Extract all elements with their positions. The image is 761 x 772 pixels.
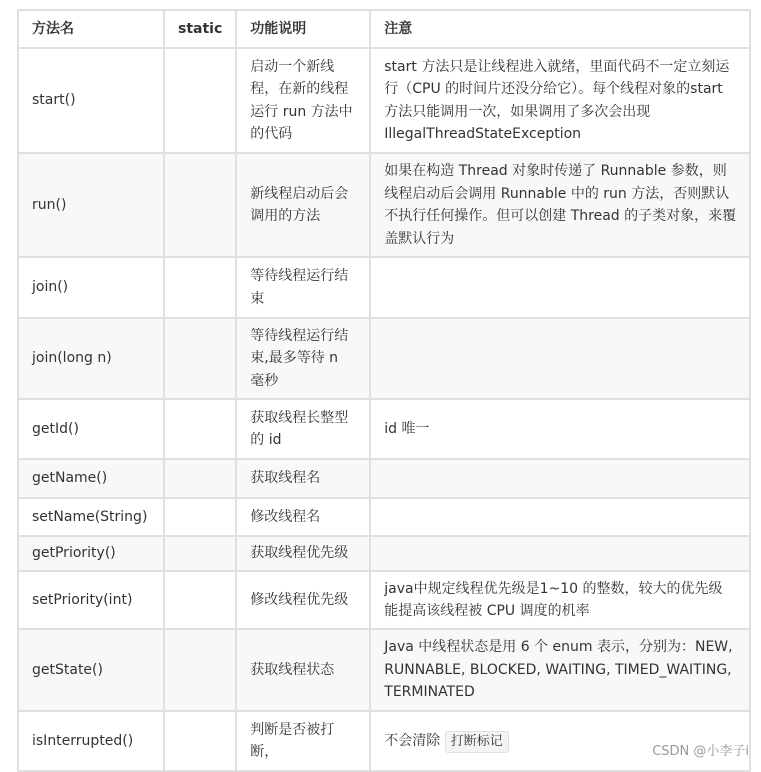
description-cell <box>236 48 370 153</box>
method-cell-text: setName(String) <box>32 508 148 525</box>
note-cell <box>370 459 750 498</box>
method-cell <box>18 48 164 153</box>
description-cell-text: 获取线程名 <box>250 470 321 487</box>
table-row <box>18 498 750 536</box>
description-cell <box>236 629 370 711</box>
description-cell <box>236 399 370 459</box>
table-row <box>18 399 750 459</box>
note-cell <box>370 153 750 257</box>
note-cell-text: java中规定线程优先级是1~10 的整数，较大的优先级能提高该线程被 CPU 调度的机率 <box>384 580 723 619</box>
static-cell <box>164 318 236 399</box>
note-cell-text: Java 中线程状态是用 6 个 enum 表示，分别为：NEW, RUNNABLE, BLOCKED, WAITING, TIMED_WAITING, TERMINATED <box>384 639 733 701</box>
method-cell <box>18 399 164 459</box>
table-row <box>18 257 750 318</box>
header-description: 功能说明 <box>236 10 370 48</box>
description-cell <box>236 459 370 498</box>
static-cell <box>164 48 236 153</box>
method-cell <box>18 711 164 771</box>
description-cell <box>236 153 370 257</box>
description-cell-text: 新线程启动后会调用的方法 <box>250 185 349 224</box>
method-cell-text: start() <box>32 92 76 109</box>
method-cell-text: isInterrupted() <box>32 732 134 749</box>
method-cell-text: getState() <box>32 661 103 678</box>
method-cell <box>18 459 164 498</box>
description-cell-text: 获取线程状态 <box>250 661 335 678</box>
note-cell-text: id 唯一 <box>384 420 430 437</box>
note-cell <box>370 498 750 536</box>
table-row <box>18 536 750 571</box>
note-cell <box>370 257 750 318</box>
description-cell-text: 等待线程运行结束,最多等待 n 毫秒 <box>250 327 349 389</box>
note-cell-text: 不会清除 <box>384 732 441 749</box>
note-cell <box>370 318 750 399</box>
description-cell-text: 获取线程优先级 <box>250 545 349 562</box>
table-row <box>18 459 750 498</box>
table-row <box>18 318 750 399</box>
table-row <box>18 153 750 257</box>
watermark: CSDN @小李子i <box>652 744 749 759</box>
static-cell <box>164 571 236 629</box>
method-cell-text: getId() <box>32 420 79 437</box>
table-header <box>18 10 750 48</box>
note-cell-text: 如果在构造 Thread 对象时传递了 Runnable 参数，则线程启动后会调用 Runnable 中的 run 方法，否则默认不执行任何操作。但可以创建 Thread 的子类对象，来覆盖默认行为 <box>384 163 737 247</box>
method-cell-text: run() <box>32 196 67 213</box>
thread-methods-table <box>17 9 751 772</box>
description-cell-text: 启动一个新线程，在新的线程运行 run 方法中的代码 <box>250 58 353 142</box>
static-cell <box>164 711 236 771</box>
header-method: 方法名 <box>18 10 164 48</box>
note-cell <box>370 536 750 571</box>
description-cell <box>236 318 370 399</box>
method-cell <box>18 536 164 571</box>
note-cell <box>370 48 750 153</box>
description-cell <box>236 257 370 318</box>
method-cell-text: setPriority(int) <box>32 591 133 608</box>
note-cell <box>370 571 750 629</box>
method-cell <box>18 571 164 629</box>
description-cell-text: 等待线程运行结束 <box>250 268 349 307</box>
static-cell <box>164 459 236 498</box>
static-cell <box>164 536 236 571</box>
method-cell-text: getName() <box>32 470 108 487</box>
static-cell <box>164 629 236 711</box>
method-cell <box>18 153 164 257</box>
method-cell-text: join() <box>32 279 69 296</box>
static-cell <box>164 498 236 536</box>
description-cell <box>236 536 370 571</box>
description-cell-text: 获取线程长整型的 id <box>250 409 349 448</box>
note-cell <box>370 629 750 711</box>
method-cell <box>18 257 164 318</box>
description-cell-text: 修改线程优先级 <box>250 591 349 608</box>
static-cell <box>164 257 236 318</box>
description-cell-text: 判断是否被打断， <box>250 721 335 760</box>
method-cell <box>18 629 164 711</box>
description-cell <box>236 498 370 536</box>
method-cell-text: getPriority() <box>32 545 116 562</box>
table-row <box>18 48 750 153</box>
note-cell-text: start 方法只是让线程进入就绪，里面代码不一定立刻运行（CPU 的时间片还没分给它）。每个线程对象的start方法只能调用一次，如果调用了多次会出现 IllegalThreadStateException <box>384 58 730 142</box>
description-cell <box>236 711 370 771</box>
static-cell <box>164 399 236 459</box>
note-cell <box>370 399 750 459</box>
description-cell <box>236 571 370 629</box>
header-static: static <box>164 10 236 48</box>
method-cell <box>18 498 164 536</box>
description-cell-text: 修改线程名 <box>250 508 321 525</box>
header-note: 注意 <box>370 10 750 48</box>
static-cell <box>164 153 236 257</box>
table-row <box>18 571 750 629</box>
method-cell-text: join(long n) <box>32 350 112 367</box>
table-row <box>18 711 750 771</box>
inline-code-tag: 打断标记 <box>445 731 509 753</box>
method-cell <box>18 318 164 399</box>
table-row <box>18 629 750 711</box>
